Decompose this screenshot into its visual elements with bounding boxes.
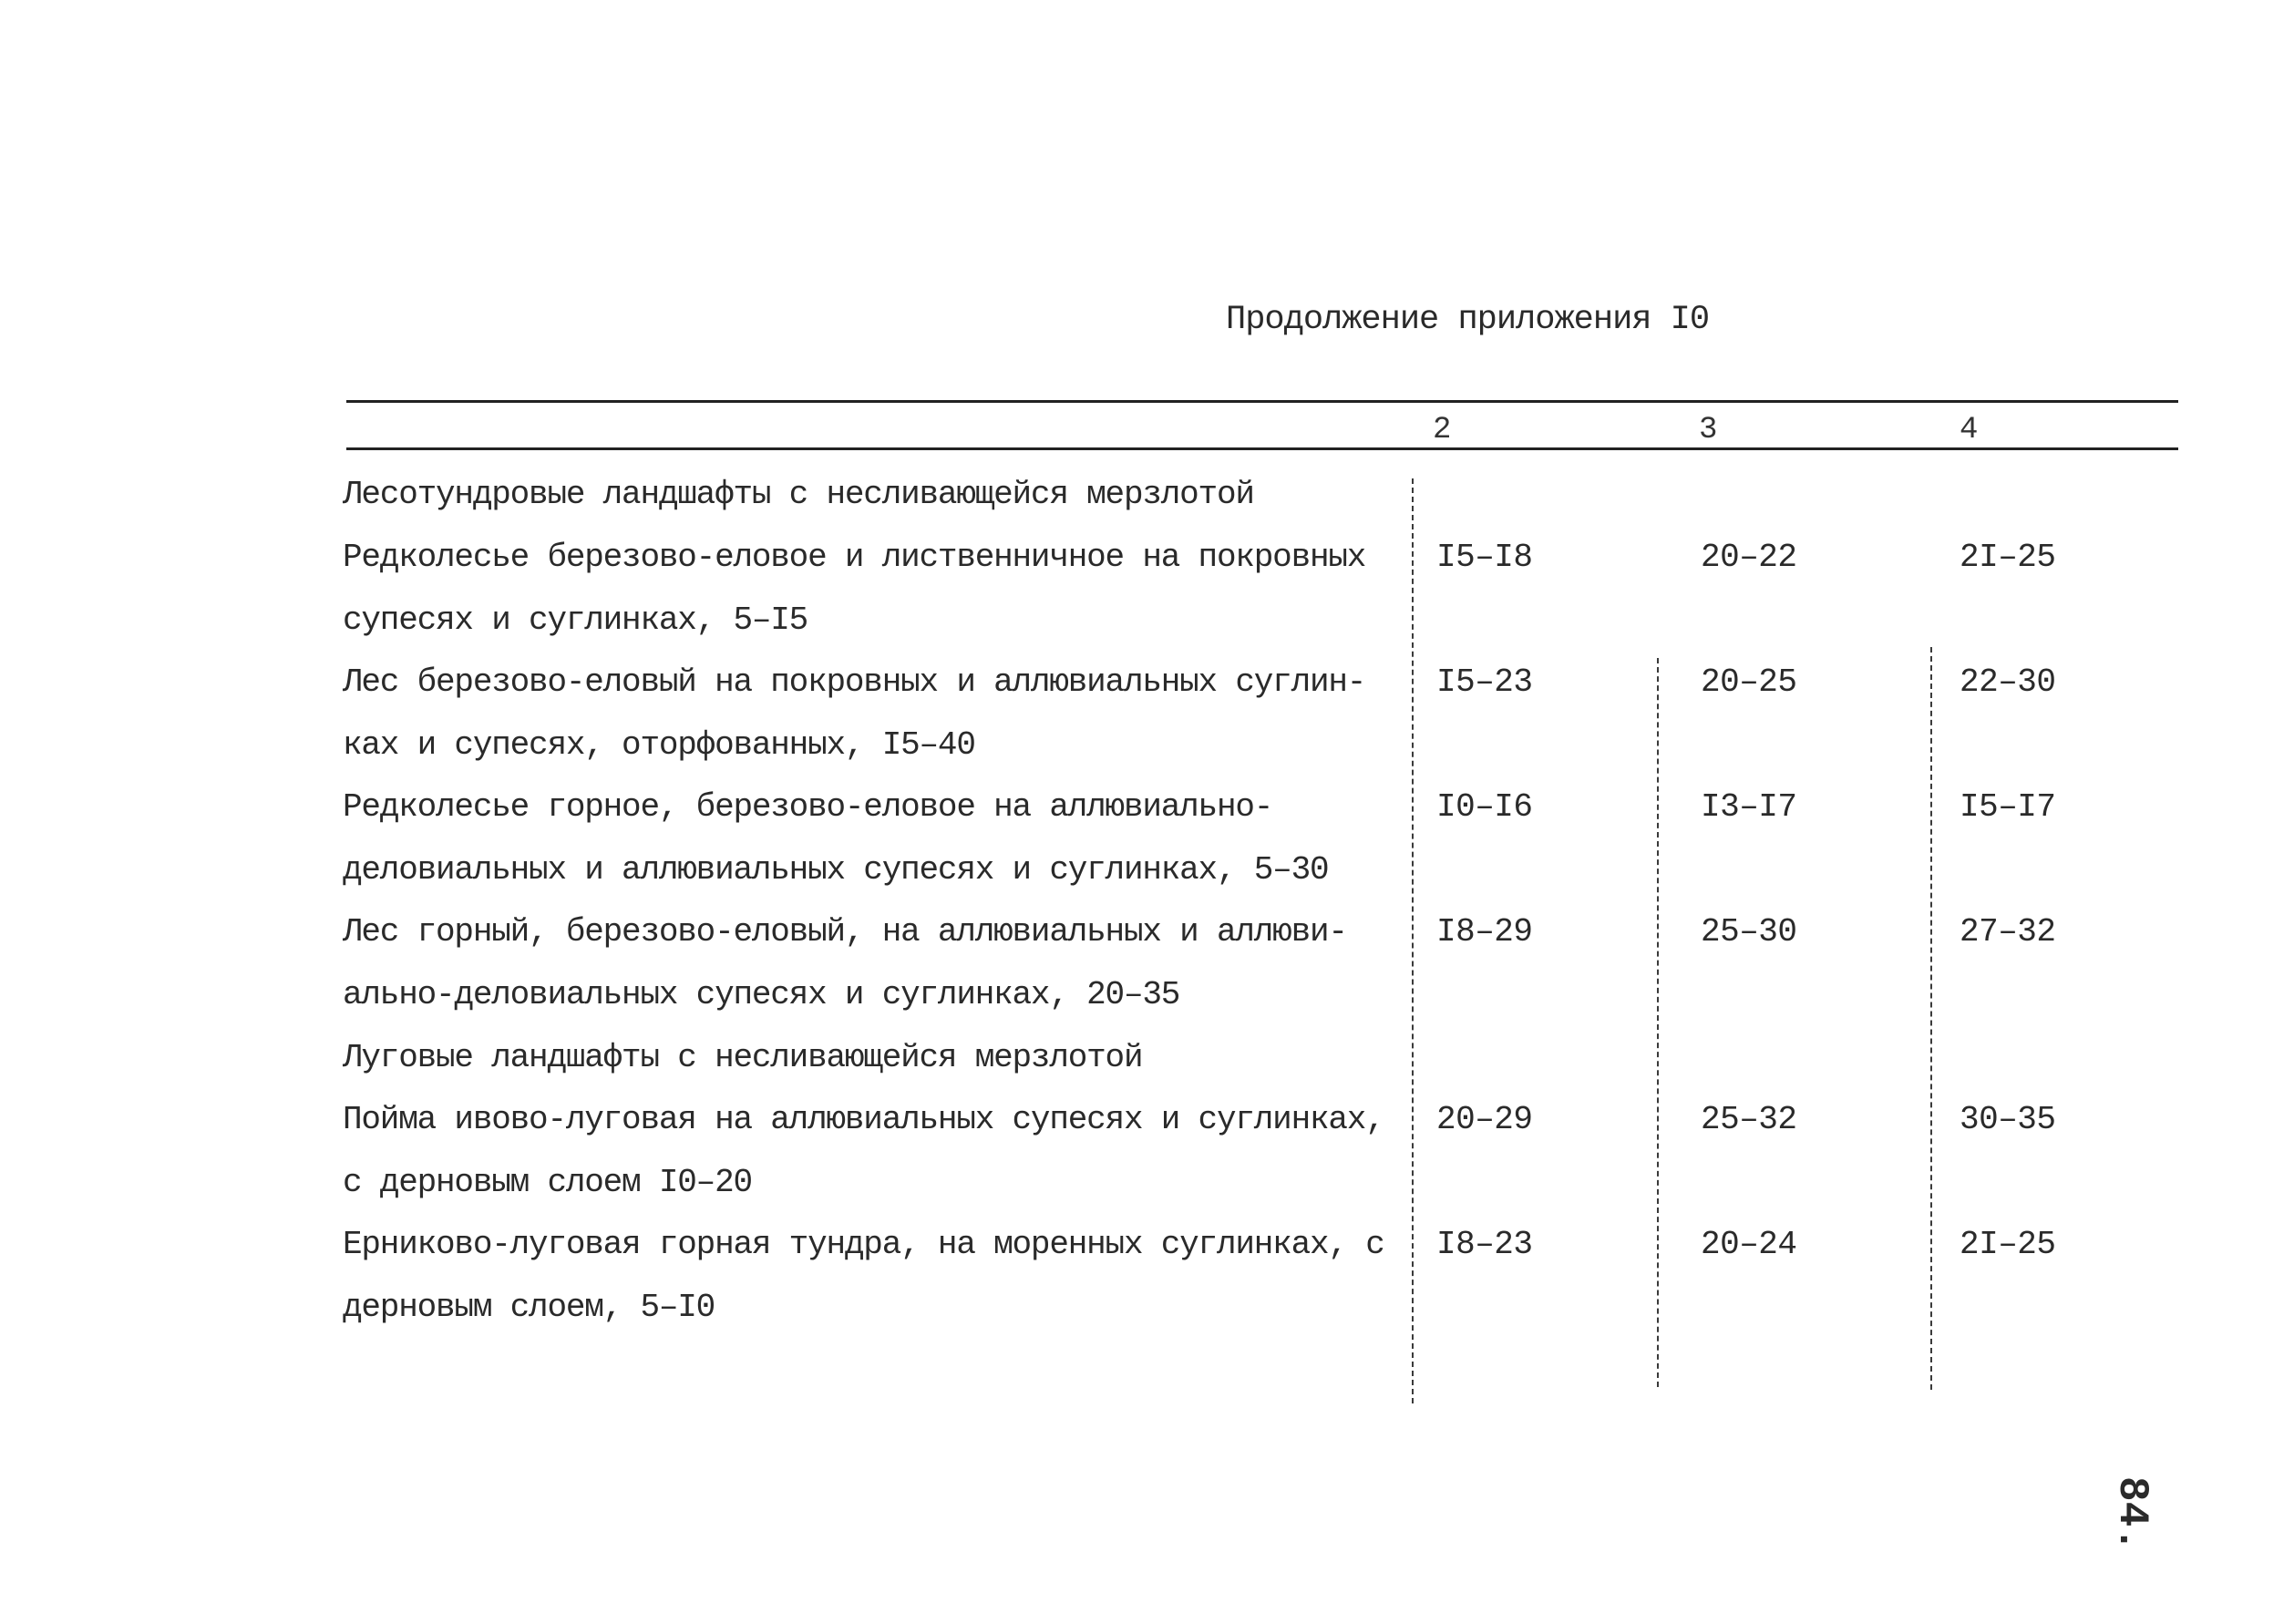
- table-row-label: ально-деловиальных супесях и суглинках, 20–35: [343, 976, 1180, 1013]
- column-divider-2: [1657, 658, 1659, 1387]
- table-cell: 2I–25: [1960, 1226, 2056, 1263]
- table-cell: 20–24: [1701, 1226, 1797, 1263]
- table-cell: 25–30: [1701, 913, 1797, 951]
- table-top-rule: [346, 400, 2178, 403]
- column-number-4: 4: [1960, 413, 1979, 447]
- table-cell: 22–30: [1960, 663, 2056, 701]
- table-row-label: Пойма ивово-луговая на аллювиальных супесях и суглинках,: [343, 1101, 1384, 1138]
- table-row-label: Лес горный, березово-еловый, на аллювиальных и аллюви-: [343, 913, 1347, 951]
- table-cell: I5–23: [1436, 663, 1533, 701]
- page-number: 84.: [2108, 1476, 2155, 1552]
- column-divider-3: [1930, 647, 1932, 1390]
- table-row-label: Лесотундровые ландшафты с несливающейся мерзлотой: [343, 476, 1254, 513]
- table-cell: 30–35: [1960, 1101, 2056, 1138]
- table-row-label: супесях и суглинках, 5–I5: [343, 601, 808, 639]
- table-cell: 25–32: [1701, 1101, 1797, 1138]
- table-row-label: дерновым слоем, 5–I0: [343, 1289, 715, 1326]
- table-row-label: с дерновым слоем I0–20: [343, 1164, 752, 1201]
- table-row-label: деловиальных и аллювиальных супесях и суглинках, 5–30: [343, 851, 1329, 889]
- table-cell: 20–25: [1701, 663, 1797, 701]
- table-header-rule: [346, 447, 2178, 450]
- column-divider-1: [1412, 478, 1414, 1403]
- table-cell: I8–29: [1436, 913, 1533, 951]
- table-cell: 2I–25: [1960, 539, 2056, 576]
- table-row-label: Редколесье горное, березово-еловое на аллювиально-: [343, 788, 1273, 826]
- table-cell: I0–I6: [1436, 788, 1533, 826]
- table-row-label: Ерниково-луговая горная тундра, на моренных суглинках, с: [343, 1226, 1384, 1263]
- table-cell: 27–32: [1960, 913, 2056, 951]
- continuation-heading: Продолжение приложения I0: [1226, 301, 1710, 339]
- table-row-label: Редколесье березово-еловое и лиственничное на покровных: [343, 539, 1366, 576]
- table-cell: I3–I7: [1701, 788, 1797, 826]
- table-cell: I8–23: [1436, 1226, 1533, 1263]
- table-row-label: ках и супесях, оторфованных, I5–40: [343, 726, 975, 764]
- table-cell: 20–22: [1701, 539, 1797, 576]
- table-cell: 20–29: [1436, 1101, 1533, 1138]
- table-row-label: Луговые ландшафты с несливающейся мерзлотой: [343, 1039, 1143, 1076]
- table-cell: I5–I7: [1960, 788, 2056, 826]
- table-cell: I5–I8: [1436, 539, 1533, 576]
- table-row-label: Лес березово-еловый на покровных и аллювиальных суглин-: [343, 663, 1366, 701]
- column-number-2: 2: [1433, 413, 1452, 447]
- column-number-3: 3: [1699, 413, 1718, 447]
